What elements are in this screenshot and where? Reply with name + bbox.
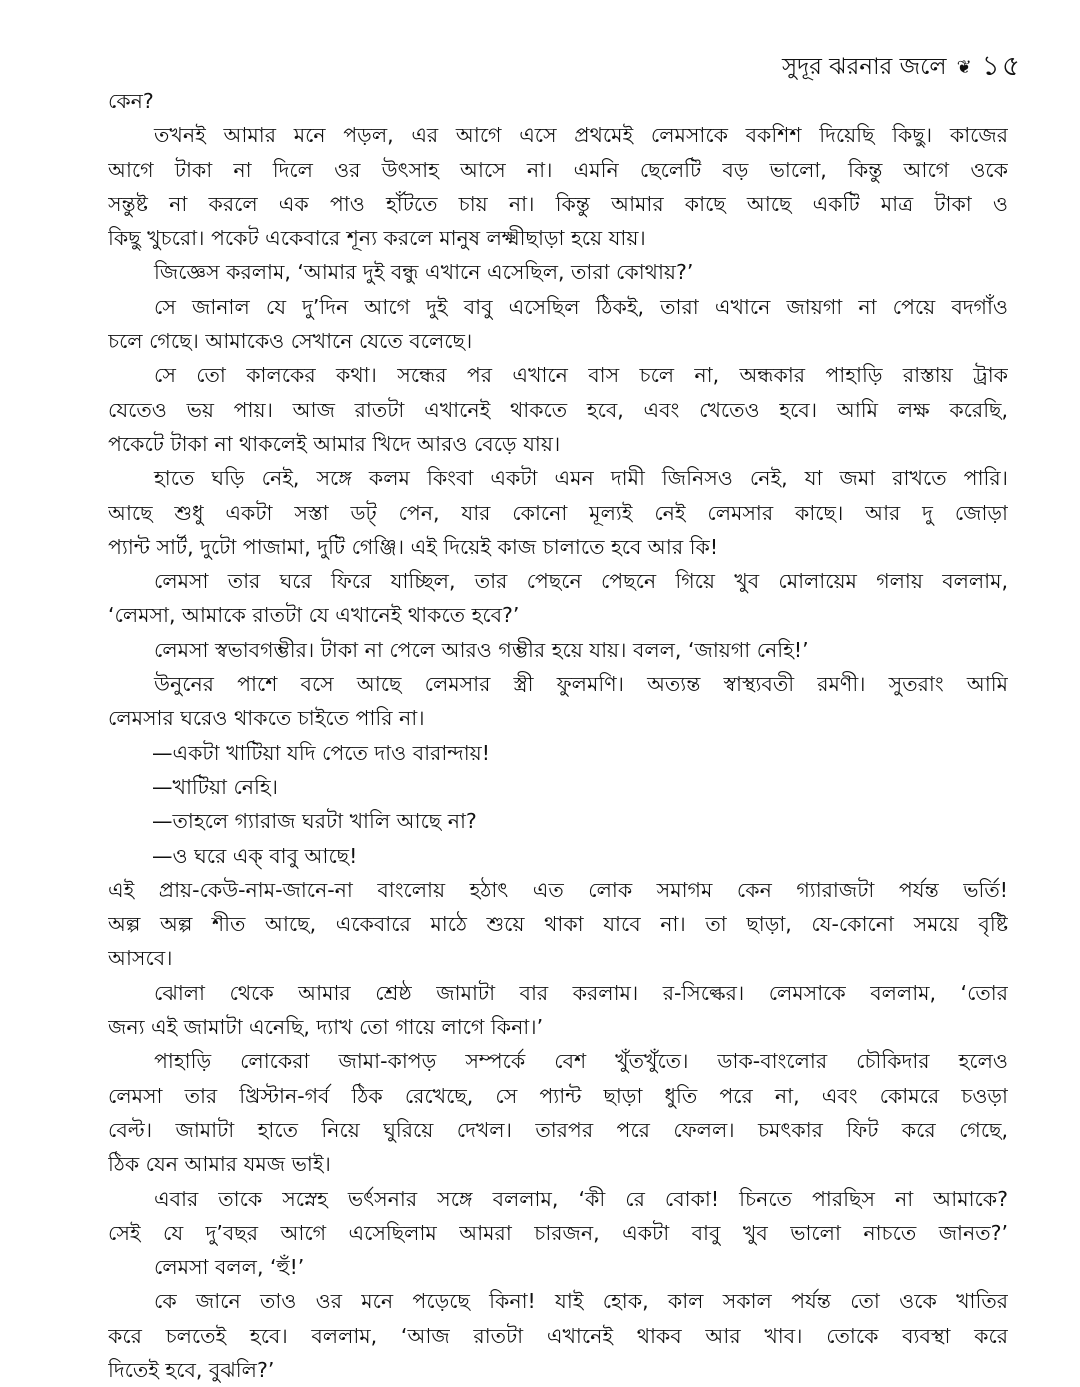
text-line: —একটা খাটিয়া যদি পেতে দাও বারান্দায়! xyxy=(152,740,490,765)
text-line: সেই যে দু’বছর আগে এসেছিলাম আমরা চারজন, একটা বাবু খুব ভালো নাচতে জানত?’ xyxy=(108,1220,1008,1245)
text-line: বেল্ট। জামাটা হাতে নিয়ে ঘুরিয়ে দেখল। তারপর পরে ফেলল। চমৎকার ফিট করে গেছে, xyxy=(108,1117,1008,1142)
text-line: অল্প অল্প শীত আছে, একেবারে মাঠে শুয়ে থাকা যাবে না। তা ছাড়া, যে-কোনো সময়ে বৃষ্টি xyxy=(108,912,1008,937)
text-line: ঝোলা থেকে আমার শ্রেষ্ঠ জামাটা বার করলাম। র-সিল্কের। লেমসাকে বললাম, ‘তোর xyxy=(154,980,1008,1005)
text-line: —খাটিয়া নেহি। xyxy=(152,774,278,799)
text-line: লেমসা তার খ্রিস্টান-গর্ব ঠিক রেখেছে, সে প্যান্ট ছাড়া ধুতি পরে না, এবং কোমরে চওড়া xyxy=(108,1083,1008,1108)
text-line: তখনই আমার মনে পড়ল, এর আগে এসে প্রথমেই লেমসাকে বকশিশ দিয়েছি কিছু। কাজের xyxy=(154,123,1008,148)
text-line: লেমসার ঘরেও থাকতে চাইতে পারি না। xyxy=(108,706,425,731)
text-line: চলে গেছে। আমাকেও সেখানে যেতে বলেছে। xyxy=(108,329,473,354)
text-line: প্যান্ট সার্ট, দুটো পাজামা, দুটি গেঞ্জি। এই দিয়েই কাজ চালাতে হবে আর কি! xyxy=(108,534,719,559)
text-line: দিতেই হবে, বুঝলি?’ xyxy=(108,1357,275,1382)
text-line: লেমসা স্বভাবগম্ভীর। টাকা না পেলে আরও গম্ভীর হয়ে যায়। বলল, ‘জায়গা নেহি!’ xyxy=(154,637,809,662)
text-line: কে জানে তাও ওর মনে পড়েছে কিনা! যাই হোক, কাল সকাল পর্যন্ত তো ওকে খাতির xyxy=(154,1289,1008,1314)
text-line: —তাহলে গ্যারাজ ঘরটা খালি আছে না? xyxy=(152,809,477,834)
body-text xyxy=(108,84,1008,1387)
text-line: ‘লেমসা, আমাকে রাতটা যে এখানেই থাকতে হবে?’ xyxy=(108,603,520,628)
ornament-icon: ❦ xyxy=(956,57,972,78)
text-line: যেতেও ভয় পায়। আজ রাতটা এখানেই থাকতে হবে, এবং খেতেও হবে। আমি লক্ষ করেছি, xyxy=(108,397,1008,422)
text-line: আগে টাকা না দিলে ওর উৎসাহ আসে না। এমনি ছেলেটি বড় ভালো, কিন্তু আগে ওকে xyxy=(108,157,1008,182)
text-line: করে চলতেই হবে। বললাম, ‘আজ রাতটা এখানেই থাকব আর খাব। তোকে ব্যবস্থা করে xyxy=(108,1323,1008,1348)
text-line: পাহাড়ি লোকেরা জামা-কাপড় সম্পর্কে বেশ খুঁতখুঁতে। ডাক-বাংলোর চৌকিদার হলেও xyxy=(154,1049,1008,1074)
text-line: জিজ্ঞেস করলাম, ‘আমার দুই বন্ধু এখানে এসেছিল, তারা কোথায়?’ xyxy=(154,260,694,285)
text-line: সে জানাল যে দু’দিন আগে দুই বাবু এসেছিল ঠিকই, তারা এখানে জায়গা না পেয়ে বদগাঁও xyxy=(154,294,1008,319)
text-line: লেমসা তার ঘরে ফিরে যাচ্ছিল, তার পেছনে পেছনে গিয়ে খুব মোলায়েম গলায় বললাম, xyxy=(154,569,1008,594)
text-line: উনুনের পাশে বসে আছে লেমসার স্ত্রী ফুলমণি। অত্যন্ত স্বাস্থ্যবতী রমণী। সুতরাং আমি xyxy=(154,672,1008,697)
text-line: আসবে। xyxy=(108,946,173,971)
text-line: কিছু খুচরো। পকেট একেবারে শূন্য করলে মানুষ লক্ষ্মীছাড়া হয়ে যায়। xyxy=(108,226,646,251)
text-line: ঠিক যেন আমার যমজ ভাই। xyxy=(108,1152,331,1177)
text-line: সে তো কালকের কথা। সন্ধের পর এখানে বাস চলে না, অন্ধকার পাহাড়ি রাস্তায় ট্রাক xyxy=(154,363,1008,388)
text-line: পকেটে টাকা না থাকলেই আমার খিদে আরও বেড়ে যায়। xyxy=(108,431,561,456)
page-number: ১৫ xyxy=(981,49,1022,82)
text-line: এই প্রায়-কেউ-নাম-জানে-না বাংলোয় হঠাৎ এত লোক সমাগম কেন গ্যারাজটা পর্যন্ত ভর্তি! xyxy=(108,877,1008,902)
text-line: জন্য এই জামাটা এনেছি, দ্যাখ তো গায়ে লাগে কিনা।’ xyxy=(108,1015,544,1040)
text-line: লেমসা বলল, ‘হুঁ!’ xyxy=(154,1255,305,1280)
text-line: —ও ঘরে এক্ বাবু আছে! xyxy=(152,843,358,868)
text-line: এবার তাকে সস্নেহ ভর্ৎসনার সঙ্গে বললাম, ‘কী রে বোকা! চিনতে পারছিস না আমাকে? xyxy=(154,1186,1008,1211)
text-line: কেন? xyxy=(108,89,154,113)
text-line: আছে শুধু একটা সস্তা ডট্ পেন, যার কোনো মূল্যই নেই লেমসার কাছে। আর দু জোড়া xyxy=(108,500,1008,525)
text-line: হাতে ঘড়ি নেই, সঙ্গে কলম কিংবা একটা এমন দামী জিনিসও নেই, যা জমা রাখতে পারি। xyxy=(154,466,1008,491)
running-title: সুদূর ঝরনার জলে xyxy=(781,54,947,80)
text-line: সন্তুষ্ট না করলে এক পাও হাঁটতে চায় না। কিন্তু আমার কাছে আছে একটি মাত্র টাকা ও xyxy=(108,191,1008,216)
